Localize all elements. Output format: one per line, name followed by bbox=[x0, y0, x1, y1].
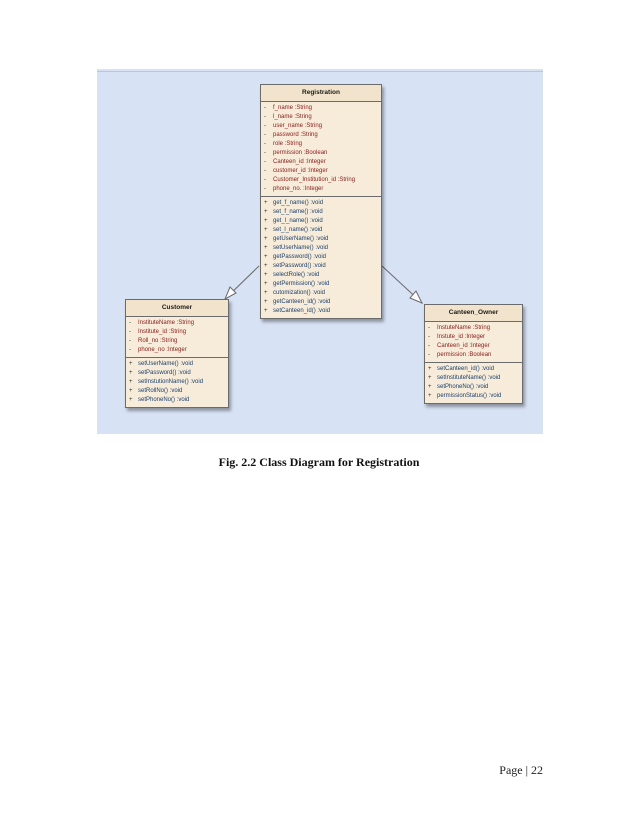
class-customer bbox=[125, 299, 229, 408]
visibility-marker: - bbox=[264, 132, 266, 138]
visibility-marker: + bbox=[264, 308, 268, 314]
visibility-marker: + bbox=[264, 236, 268, 242]
class-attribute bbox=[261, 185, 381, 194]
generalization-arrowhead-canteen-owner bbox=[410, 291, 422, 303]
class-attribute bbox=[261, 140, 381, 149]
class-name: Customer bbox=[126, 300, 228, 317]
visibility-marker: + bbox=[428, 375, 432, 381]
member-text: setPassword() :void bbox=[138, 370, 191, 376]
member-text: l_name :String bbox=[273, 114, 312, 120]
member-text: setPhoneNo() :void bbox=[138, 397, 190, 403]
member-text: InstituteName :String bbox=[138, 320, 195, 326]
member-text: phone_no. :Integer bbox=[273, 186, 324, 192]
class-attribute bbox=[425, 342, 522, 351]
visibility-marker: + bbox=[264, 299, 268, 305]
class-attributes bbox=[261, 102, 381, 197]
class-operation bbox=[261, 307, 381, 316]
member-text: getUserName() :void bbox=[273, 236, 329, 242]
class-attribute bbox=[261, 131, 381, 140]
class-operation bbox=[261, 217, 381, 226]
visibility-marker: + bbox=[264, 254, 268, 260]
figure-caption: Fig. 2.2 Class Diagram for Registration bbox=[218, 455, 420, 469]
class-attribute bbox=[261, 104, 381, 113]
visibility-marker: - bbox=[264, 123, 266, 129]
visibility-marker: - bbox=[428, 343, 430, 349]
visibility-marker: + bbox=[264, 209, 268, 215]
class-operation bbox=[425, 383, 522, 392]
diagram-canvas bbox=[97, 69, 543, 434]
visibility-marker: - bbox=[264, 168, 266, 174]
class-operation bbox=[261, 253, 381, 262]
class-operation bbox=[126, 360, 228, 369]
visibility-marker: + bbox=[264, 245, 268, 251]
visibility-marker: + bbox=[129, 361, 133, 367]
member-text: setCanteen_id() :void bbox=[273, 308, 331, 314]
visibility-marker: + bbox=[264, 218, 268, 224]
visibility-marker: - bbox=[129, 338, 131, 344]
class-operations bbox=[126, 358, 228, 407]
member-text: setInstituteName() :void bbox=[437, 375, 501, 381]
class-operation bbox=[261, 244, 381, 253]
class-attribute bbox=[126, 337, 228, 346]
member-text: role :String bbox=[273, 141, 303, 147]
class-operation bbox=[126, 369, 228, 378]
visibility-marker: + bbox=[264, 227, 268, 233]
visibility-marker: - bbox=[264, 141, 266, 147]
class-operation bbox=[425, 392, 522, 401]
visibility-marker: + bbox=[428, 393, 432, 399]
class-operation bbox=[126, 387, 228, 396]
member-text: Institute_id :String bbox=[138, 329, 187, 335]
class-operation bbox=[261, 271, 381, 280]
member-text: cutomization() :void bbox=[273, 290, 326, 296]
visibility-marker: + bbox=[129, 397, 133, 403]
class-registration bbox=[260, 84, 382, 319]
visibility-marker: + bbox=[129, 379, 133, 385]
class-attribute bbox=[126, 346, 228, 355]
class-attribute bbox=[425, 333, 522, 342]
member-text: Canteen_id :Integer bbox=[273, 159, 326, 165]
class-operation bbox=[261, 298, 381, 307]
class-operations bbox=[425, 363, 522, 403]
member-text: getPassword() :void bbox=[273, 254, 327, 260]
member-text: Instute_id :Integer bbox=[437, 334, 486, 340]
member-text: customer_id :Integer bbox=[273, 168, 328, 174]
member-text: setInstutionName() :void bbox=[138, 379, 204, 385]
visibility-marker: - bbox=[264, 150, 266, 156]
generalization-arrowhead-customer bbox=[225, 287, 236, 299]
member-text: Customer_Institution_id :String bbox=[273, 177, 356, 183]
visibility-marker: + bbox=[264, 281, 268, 287]
class-attribute bbox=[126, 328, 228, 337]
member-text: get_f_name() :void bbox=[273, 200, 324, 206]
visibility-marker: + bbox=[264, 200, 268, 206]
visibility-marker: + bbox=[264, 272, 268, 278]
member-text: selectRole() :void bbox=[273, 272, 320, 278]
class-operation bbox=[126, 396, 228, 405]
member-text: InstuteName :String bbox=[437, 325, 491, 331]
member-text: setUserName() :void bbox=[138, 361, 194, 367]
page-number: Page | 22 bbox=[499, 763, 543, 777]
member-text: permissionStatus() :void bbox=[437, 393, 502, 399]
visibility-marker: - bbox=[129, 347, 131, 353]
member-text: phone_no :Integer bbox=[138, 347, 187, 353]
visibility-marker: - bbox=[264, 114, 266, 120]
visibility-marker: - bbox=[428, 334, 430, 340]
member-text: setCanteen_id() :void bbox=[437, 366, 495, 372]
class-attribute bbox=[261, 122, 381, 131]
member-text: setUserName() :void bbox=[273, 245, 329, 251]
class-operation bbox=[261, 280, 381, 289]
member-text: permission :Boolean bbox=[437, 352, 492, 358]
visibility-marker: + bbox=[428, 366, 432, 372]
member-text: Canteen_id :Integer bbox=[437, 343, 490, 349]
visibility-marker: + bbox=[264, 263, 268, 269]
visibility-marker: + bbox=[428, 384, 432, 390]
class-attribute bbox=[425, 324, 522, 333]
member-text: set_l_name() :void bbox=[273, 227, 323, 233]
member-text: get_l_name() :void bbox=[273, 218, 323, 224]
visibility-marker: + bbox=[264, 290, 268, 296]
visibility-marker: - bbox=[264, 186, 266, 192]
class-attribute bbox=[126, 319, 228, 328]
visibility-marker: + bbox=[129, 388, 133, 394]
member-text: Roll_no :String bbox=[138, 338, 178, 344]
class-operation bbox=[261, 235, 381, 244]
visibility-marker: - bbox=[129, 320, 131, 326]
class-operation bbox=[126, 378, 228, 387]
member-text: f_name :String bbox=[273, 105, 313, 111]
class-attribute bbox=[261, 158, 381, 167]
member-text: setPhoneNo() :void bbox=[437, 384, 489, 390]
class-canteen-owner bbox=[424, 304, 523, 404]
class-attribute bbox=[261, 176, 381, 185]
class-operation bbox=[261, 289, 381, 298]
class-operations bbox=[261, 197, 381, 318]
visibility-marker: - bbox=[428, 325, 430, 331]
visibility-marker: - bbox=[264, 177, 266, 183]
member-text: setPassword() :void bbox=[273, 263, 326, 269]
member-text: setRollNo() :void bbox=[138, 388, 183, 394]
class-attribute bbox=[425, 351, 522, 360]
member-text: user_name :String bbox=[273, 123, 323, 129]
visibility-marker: - bbox=[129, 329, 131, 335]
member-text: getPermission() :void bbox=[273, 281, 330, 287]
class-operation bbox=[261, 199, 381, 208]
member-text: getCanteen_id() :void bbox=[273, 299, 331, 305]
visibility-marker: + bbox=[129, 370, 133, 376]
member-text: permission :Boolean bbox=[273, 150, 328, 156]
class-attributes bbox=[126, 317, 228, 358]
class-attributes bbox=[425, 322, 522, 363]
class-operation bbox=[261, 262, 381, 271]
member-text: password :String bbox=[273, 132, 318, 138]
class-attribute bbox=[261, 113, 381, 122]
class-operation bbox=[425, 365, 522, 374]
visibility-marker: - bbox=[264, 105, 266, 111]
member-text: set_f_name() :void bbox=[273, 209, 323, 215]
class-attribute bbox=[261, 167, 381, 176]
class-attribute bbox=[261, 149, 381, 158]
class-name: Canteen_Owner bbox=[425, 305, 522, 322]
class-name: Registration bbox=[261, 85, 381, 102]
class-operation bbox=[261, 226, 381, 235]
visibility-marker: - bbox=[264, 159, 266, 165]
class-operation bbox=[261, 208, 381, 217]
visibility-marker: - bbox=[428, 352, 430, 358]
class-operation bbox=[425, 374, 522, 383]
